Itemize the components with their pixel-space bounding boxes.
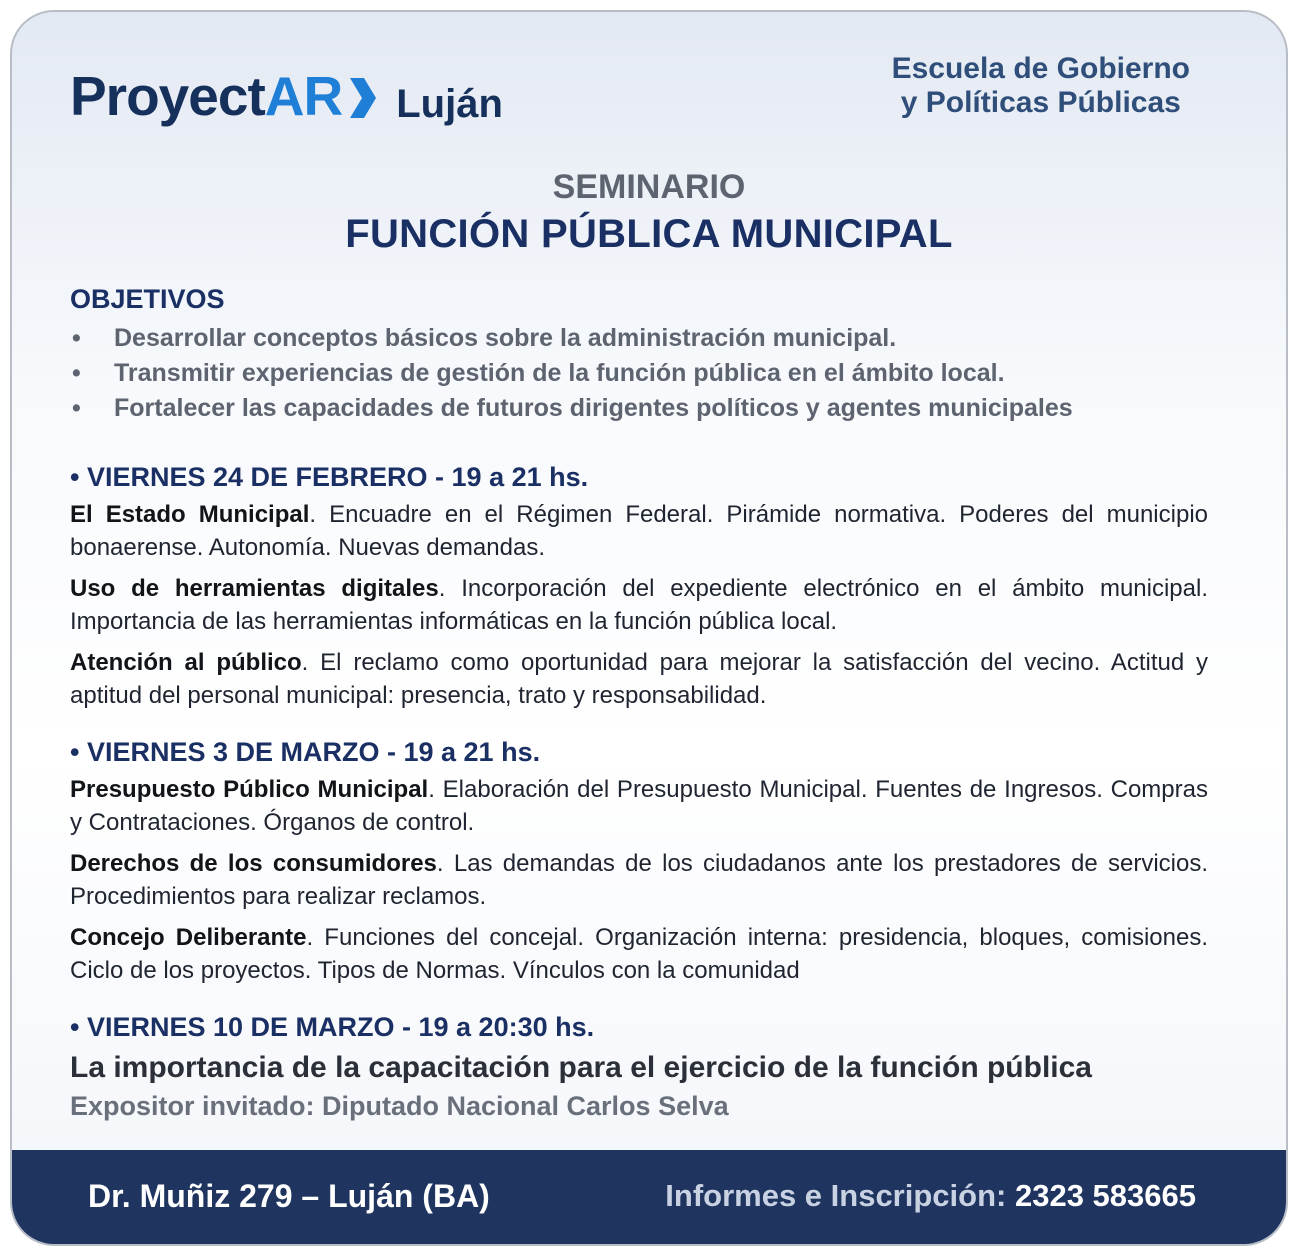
topic-text: . Elaboración del Presupuesto Municipal. Fuentes de Ingresos. Compras y Contrataciones. Órganos de control. [70, 776, 1208, 836]
school-line-1: Escuela de Gobierno [891, 52, 1190, 85]
objectives-section [70, 284, 1220, 426]
session-topic [70, 646, 1208, 712]
session-speaker: Expositor invitado: Diputado Nacional Carlos Selva [70, 1091, 729, 1121]
topic-text: . Incorporación del expediente electrónico en el ámbito municipal. Importancia de las herramientas informáticas en la función pública local. [70, 575, 1208, 635]
bullet-icon: • [72, 324, 81, 352]
footer-address: Dr. Muñiz 279 – Luján (BA) [88, 1177, 490, 1214]
flyer-card [10, 10, 1288, 1246]
footer-info-label: Informes e Inscripción: [665, 1178, 1007, 1213]
bullet-icon: • [72, 394, 81, 422]
objectives-heading: OBJETIVOS [70, 284, 225, 314]
footer-contact [665, 1178, 1196, 1214]
logo-city: Luján [396, 81, 503, 126]
footer-bar [12, 1150, 1286, 1246]
objective-item: • Transmitir experiencias de gestión de la función pública en el ámbito local. [70, 356, 1220, 391]
school-name [892, 52, 1190, 120]
logo-text-ar: AR [264, 65, 343, 127]
session-talk-title: La importancia de la capacitación para el ejercicio de la función pública [70, 1051, 1092, 1084]
topic-title: Presupuesto Público Municipal [70, 776, 429, 803]
seminar-title: FUNCIÓN PÚBLICA MUNICIPAL [345, 212, 953, 256]
chevron-right-icon [350, 78, 376, 118]
seminar-kicker: SEMINARIO [552, 168, 746, 206]
session-1 [70, 460, 1208, 720]
session-topic [70, 572, 1208, 638]
objective-item: • Desarrollar conceptos básicos sobre la administración municipal. [70, 321, 1220, 356]
topic-title: Derechos de los consumidores [70, 850, 437, 877]
topic-text: . El reclamo como oportunidad para mejorar la satisfacción del vecino. Actitud y aptitud del personal municipal: presencia, trato y responsabilidad. [70, 649, 1209, 709]
topic-text: . Funciones del concejal. Organización interna: presidencia, bloques, comisiones. Ciclo de los proyectos. Tipos de Normas. Vínculos con la comunidad [70, 924, 1208, 984]
topic-title: El Estado Municipal [70, 501, 310, 528]
session-2 [70, 735, 1208, 995]
topic-text: . Encuadre en el Régimen Federal. Pirámide normativa. Poderes del municipio bonaerense. Autonomía. Nuevas demandas. [70, 501, 1208, 561]
objectives-list [70, 321, 1220, 426]
topic-title: Uso de herramientas digitales [70, 575, 439, 602]
session-heading: • VIERNES 24 DE FEBRERO - 19 a 21 hs. [70, 462, 589, 492]
objective-item: • Fortalecer las capacidades de futuros dirigentes políticos y agentes municipales [70, 391, 1220, 426]
session-topic [70, 847, 1208, 913]
session-topic [70, 921, 1208, 987]
session-topic [70, 773, 1208, 839]
topic-text: . Las demandas de los ciudadanos ante los prestadores de servicios. Procedimientos para realizar reclamos. [70, 850, 1208, 910]
session-topic [70, 498, 1208, 564]
logo-text-proyect: Proyect [70, 65, 265, 127]
session-3 [70, 1010, 1208, 1124]
footer-phone: 2323 583665 [1014, 1178, 1196, 1213]
session-heading: • VIERNES 3 DE MARZO - 19 a 21 hs. [70, 737, 541, 767]
topic-title: Atención al público [70, 649, 302, 676]
topic-title: Concejo Deliberante [70, 924, 307, 951]
bullet-icon: • [72, 359, 81, 387]
school-line-2: y Políticas Públicas [900, 86, 1181, 119]
proyectar-logo [70, 64, 503, 128]
session-heading: • VIERNES 10 DE MARZO - 19 a 20:30 hs. [70, 1012, 595, 1042]
